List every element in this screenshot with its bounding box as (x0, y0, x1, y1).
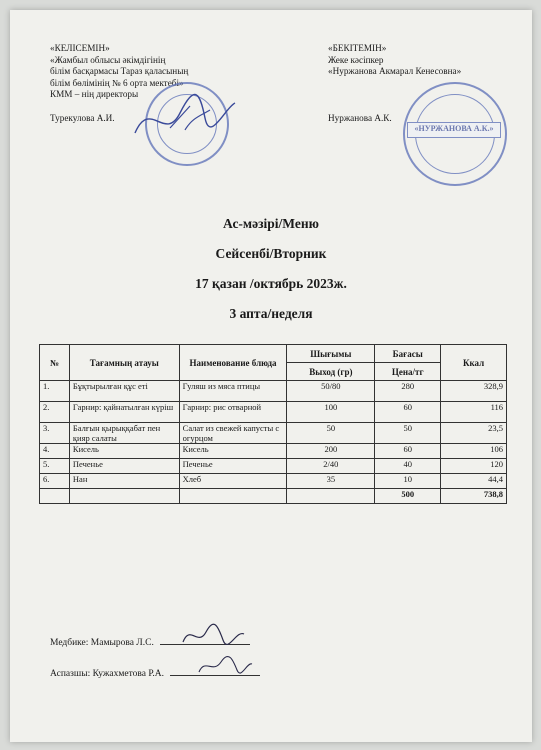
table-row (40, 474, 507, 489)
header-output-kz: Шығымы (287, 345, 375, 363)
table-row (40, 402, 507, 423)
left-header-line: білім басқармасы Тараз қаласының (50, 66, 189, 76)
table-row (40, 381, 507, 402)
total-kcal: 738,8 (441, 489, 507, 504)
cell-price: 40 (375, 459, 441, 474)
cell-output: 35 (287, 474, 375, 489)
cell-name-ru: Гуляш из мяса птицы (179, 381, 287, 402)
cell-name-ru: Кисель (179, 444, 287, 459)
cell-num: 3. (40, 423, 70, 444)
cell-output: 50/80 (287, 381, 375, 402)
left-header-line: КММ – нің директоры (50, 89, 139, 99)
cell-name-ru: Хлеб (179, 474, 287, 489)
cell-price: 280 (375, 381, 441, 402)
cell-name-kz: Бұқтырылған құс еті (69, 381, 179, 402)
cell-kcal: 106 (441, 444, 507, 459)
cell-output: 50 (287, 423, 375, 444)
header-output-ru: Выход (гр) (287, 363, 375, 381)
cell-name-kz: Гарнир: қайнатылған күріш (69, 402, 179, 423)
cell-price: 10 (375, 474, 441, 489)
entrepreneur-stamp-icon (403, 82, 507, 186)
cook-signature-icon (195, 654, 255, 678)
cook-name: Аспазшы: Кужахметова Р.А. (50, 669, 165, 679)
cell-num: 2. (40, 402, 70, 423)
total-row (40, 489, 507, 504)
cell-name-kz: Кисель (69, 444, 179, 459)
cell-output: 100 (287, 402, 375, 423)
header-kcal: Ккал (441, 345, 507, 381)
nurse-signature-icon (178, 622, 248, 650)
cell-kcal: 120 (441, 459, 507, 474)
cell-num: 6. (40, 474, 70, 489)
cell-kcal: 23,5 (441, 423, 507, 444)
agree-heading: «КЕЛІСЕМІН» (50, 43, 110, 53)
header-name-ru: Наименование блюда (179, 345, 287, 381)
menu-title: Ас-мәзірі/Меню (223, 216, 319, 231)
cell-name-kz: Печенье (69, 459, 179, 474)
header-price-ru: Цена/тг (375, 363, 441, 381)
cell-output: 2/40 (287, 459, 375, 474)
stamp-text: «НУРЖАНОВА А.К.» (407, 122, 501, 138)
director-signature-icon (130, 88, 240, 148)
cell-num: 5. (40, 459, 70, 474)
right-header-line: «Нуржанова Акмарал Кенесовна» (328, 66, 462, 76)
cell-kcal: 116 (441, 402, 507, 423)
cell-price: 60 (375, 402, 441, 423)
day-title: Сейсенбі/Вторник (215, 246, 327, 261)
cell-kcal: 44,4 (441, 474, 507, 489)
nurse-name: Медбике: Мамырова Л.С. (50, 638, 154, 648)
cell-num: 4. (40, 444, 70, 459)
total-price: 500 (375, 489, 441, 504)
cell-price: 50 (375, 423, 441, 444)
cell-output: 200 (287, 444, 375, 459)
header-num: № (40, 345, 70, 381)
left-header-line: білім бөлімінің № 6 орта мектебі» (50, 77, 184, 88)
menu-table (39, 344, 507, 504)
week-title: 3 апта/неделя (229, 306, 313, 321)
header-name-kz: Тағамның атауы (69, 345, 179, 381)
approve-heading: «БЕКІТЕМІН» (328, 43, 387, 53)
document-page (10, 10, 532, 742)
cell-name-kz: Нан (69, 474, 179, 489)
left-header-line: «Жамбыл облысы әкімдігінің (50, 54, 166, 65)
cell-name-kz: Балғын қырыққабат пен қияр салаты (69, 423, 179, 444)
cell-name-ru: Гарнир: рис отварной (179, 402, 287, 423)
date-title: 17 қазан /октябрь 2023ж. (195, 276, 347, 291)
cell-name-ru: Печенье (179, 459, 287, 474)
entrepreneur-name: Нуржанова А.К. (328, 112, 392, 123)
director-name: Турекулова А.И. (50, 112, 115, 123)
cell-kcal: 328,9 (441, 381, 507, 402)
cell-name-ru: Салат из свежей капусты с огурцом (179, 423, 287, 444)
table-row (40, 444, 507, 459)
table-row (40, 423, 507, 444)
table-row (40, 459, 507, 474)
cell-price: 60 (375, 444, 441, 459)
header-price-kz: Бағасы (375, 345, 441, 363)
cell-num: 1. (40, 381, 70, 402)
right-header-line: Жеке кәсіпкер (328, 54, 384, 65)
